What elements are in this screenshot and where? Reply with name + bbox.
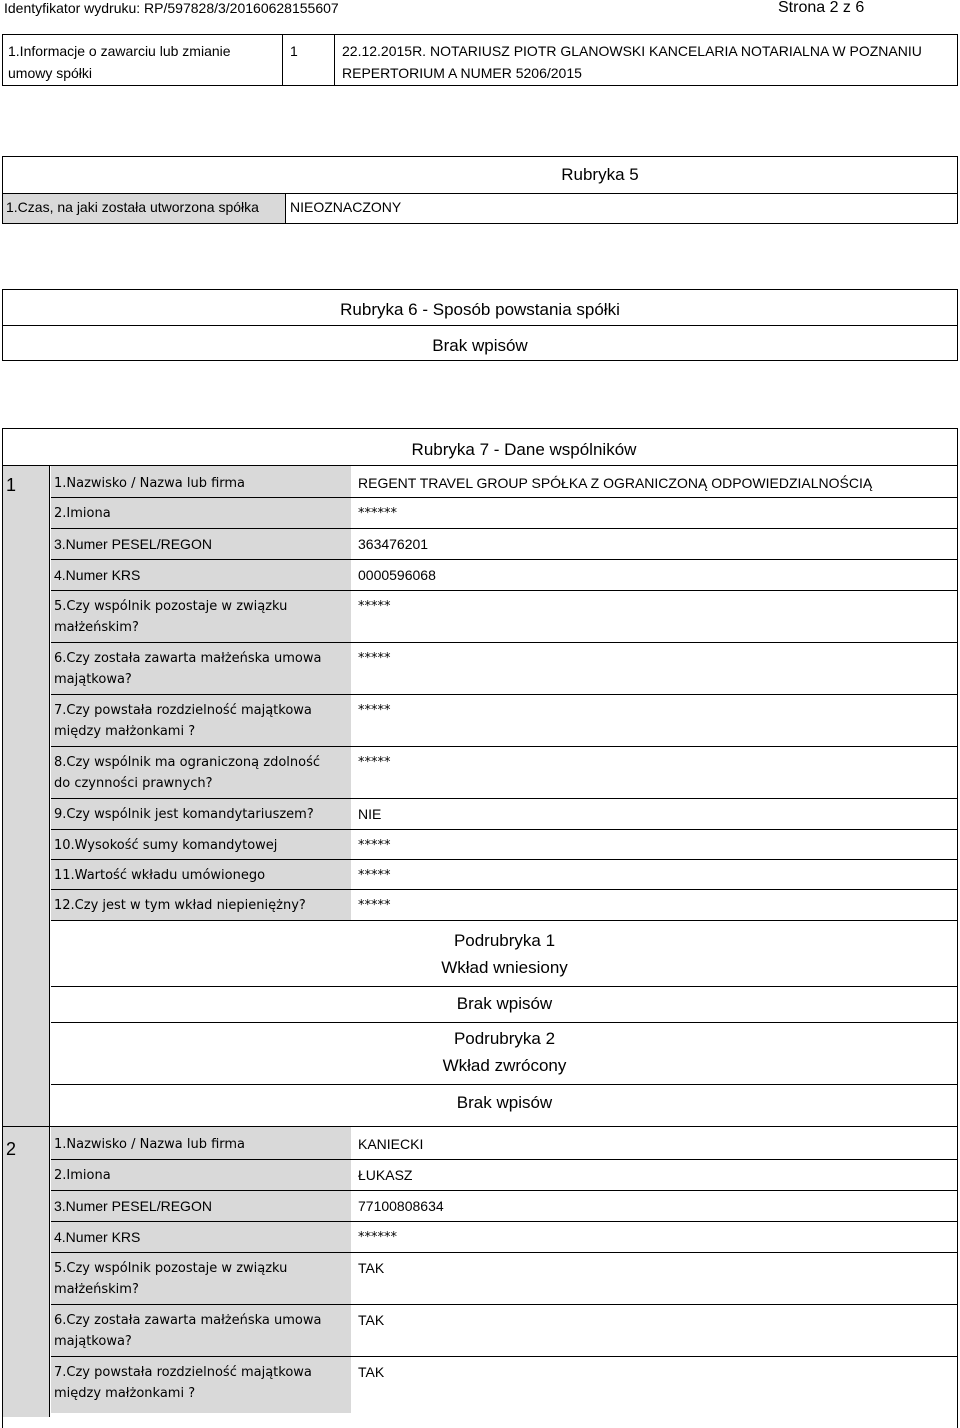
sub1-title1: Podrubryka 1 [453,931,556,950]
field-label: 4.Numer KRS [54,1229,141,1245]
partner2-row-7-value [351,1357,958,1413]
partner1-row-6-value [351,643,958,695]
field-label: 5.Czy wspólnik pozostaje w związku małżeńskim? [54,1261,288,1297]
field-value: 77100808634 [358,1198,444,1214]
field-label: 3.Numer PESEL/REGON [54,536,212,552]
rubryka5-divider [285,193,286,224]
partner1-row-7-value [351,695,958,747]
partner2-number-cell [3,1127,50,1417]
info-label-line2: umowy spółki [8,65,93,81]
sub1-header [51,921,958,987]
partner1-row-12-value [351,890,958,921]
sub1-title2: Wkład wniesiony [441,958,568,977]
field-label: 6.Czy została zawarta małżeńska umowa majątkowa? [54,1313,322,1349]
partner1-row-11-value [351,860,958,890]
partner1-row-12-label [51,890,351,921]
field-value: ***** [358,838,391,853]
field-label: 6.Czy została zawarta małżeńska umowa majątkowa? [54,651,322,687]
partner2-row-4-label [51,1222,351,1253]
sub2-empty: Brak wpisów [456,1093,553,1112]
field-label: 10.Wysokość sumy komandytowej [54,838,278,853]
field-value: 0000596068 [358,567,436,583]
field-label: 7.Czy powstała rozdzielność majątkowa między małżonkami ? [54,1365,312,1401]
partner2-row-4-value [351,1222,958,1253]
field-value: ***** [358,651,391,666]
field-value: ŁUKASZ [358,1167,413,1183]
partner2-number: 2 [6,1139,17,1159]
partner1-row-5-value [351,591,958,643]
partner1-row-10-value [351,830,958,860]
rubryka5-value: NIEOZNACZONY [290,199,402,215]
partner2-row-1-value [351,1127,958,1160]
partner2-row-6-label [51,1305,351,1357]
field-label: 11.Wartość wkładu umówionego [54,868,266,883]
field-label: 7.Czy powstała rozdzielność majątkowa między małżonkami ? [54,703,312,739]
field-label: 12.Czy jest w tym wkład niepieniężny? [54,898,306,913]
partner1-row-3-value [351,529,958,560]
sub1-body [51,987,958,1023]
partner1-row-2-value [351,498,958,529]
field-value: TAK [358,1260,385,1276]
field-value: REGENT TRAVEL GROUP SPÓŁKA Z OGRANICZONĄ ODPOWIEDZIALNOŚCIĄ [358,475,873,491]
partner2-row-7-label [51,1357,351,1413]
field-label: 8.Czy wspólnik ma ograniczoną zdolność do czynności prawnych? [54,755,321,791]
partner1-row-8-label [51,747,351,799]
field-label: 9.Czy wspólnik jest komandytariuszem? [54,807,314,822]
sub2-header [51,1023,958,1085]
field-value: ***** [358,599,391,614]
sub2-body [51,1085,958,1126]
partner1-number: 1 [6,475,17,495]
rubryka7-title: Rubryka 7 - Dane wspólników [411,440,637,459]
partner1-row-3-label [51,529,351,560]
partner1-row-6-label [51,643,351,695]
partner2-row-2-label [51,1160,351,1191]
field-value: ****** [358,506,397,521]
partner1-row-11-label [51,860,351,890]
rubryka5-label: 1.Czas, na jaki została utworzona spółka [6,199,259,215]
field-value: TAK [358,1364,385,1380]
rubryka6-title: Rubryka 6 - Sposób powstania spółki [340,300,620,319]
field-value: TAK [358,1312,385,1328]
field-value: KANIECKI [358,1136,424,1152]
sub2-title2: Wkład zwrócony [442,1056,567,1075]
partner1-row-1-value [351,466,958,498]
field-label: 5.Czy wspólnik pozostaje w związku małżeńskim? [54,599,288,635]
partner2-row-3-label [51,1191,351,1222]
field-value: ***** [358,703,391,718]
field-value: 363476201 [358,536,429,552]
partner1-row-4-value [351,560,958,591]
rubryka6-divider [2,325,958,326]
partner2-row-5-value [351,1253,958,1305]
rubryka6-empty: Brak wpisów [432,336,528,355]
field-label: 2.Imiona [54,506,111,521]
field-label: 3.Numer PESEL/REGON [54,1198,212,1214]
field-label: 2.Imiona [54,1168,111,1183]
partner1-row-4-label [51,560,351,591]
rubryka5-title: Rubryka 5 [561,165,639,184]
info-value-line2: REPERTORIUM A NUMER 5206/2015 [342,65,582,81]
partner2-row-3-value [351,1191,958,1222]
field-label: 1.Nazwisko / Nazwa lub firma [54,1137,246,1152]
sub1-empty: Brak wpisów [456,994,553,1013]
field-label: 1.Nazwisko / Nazwa lub firma [54,476,246,491]
partner1-row-7-label [51,695,351,747]
info-value-line1: 22.12.2015R. NOTARIUSZ PIOTR GLANOWSKI KANCELARIA NOTARIALNA W POZNANIU [342,43,922,59]
partner1-row-2-label [51,498,351,529]
partner1-row-9-value [351,799,958,830]
field-value: ****** [358,1230,397,1245]
rubryka5-header [2,156,958,194]
partner2-row-2-value [351,1160,958,1191]
field-value: ***** [358,755,391,770]
page-number: Strona 2 z 6 [778,0,865,16]
field-value: ***** [358,868,391,883]
info-number: 1 [290,43,298,59]
field-label: 4.Numer KRS [54,567,141,583]
partner1-row-10-label [51,830,351,860]
partner2-row-1-label [51,1127,351,1160]
partner1-row-5-label [51,591,351,643]
partner1-row-8-value [351,747,958,799]
partner1-number-cell [3,466,50,1126]
print-identifier: Identyfikator wydruku: RP/597828/3/20160628155607 [4,0,339,16]
info-divider-2 [334,34,335,86]
partner1-row-9-label [51,799,351,830]
partner2-row-5-label [51,1253,351,1305]
info-label-line1: 1.Informacje o zawarciu lub zmianie [8,43,231,59]
info-divider-1 [282,34,283,86]
partner1-row-1-label [51,466,351,498]
field-value: ***** [358,898,391,913]
field-value: NIE [358,806,382,822]
partner2-row-6-value [351,1305,958,1357]
sub2-title1: Podrubryka 2 [453,1029,556,1048]
